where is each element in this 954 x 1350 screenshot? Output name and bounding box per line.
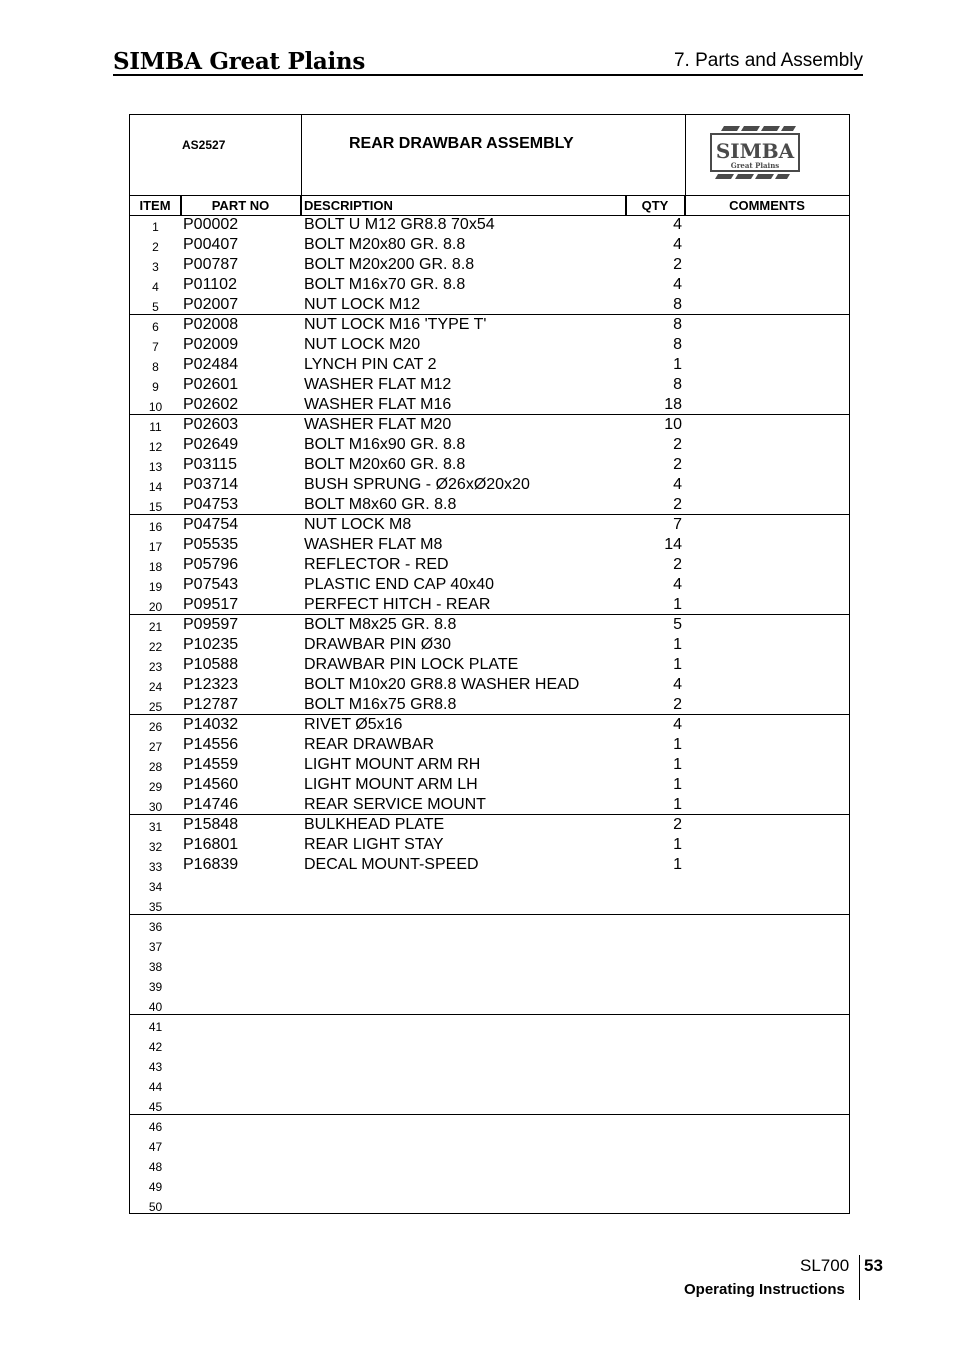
item-number: 50 [148, 1200, 163, 1214]
part-number: P14556 [183, 736, 239, 753]
part-description: REAR DRAWBAR [304, 736, 435, 753]
part-quantity [626, 955, 682, 975]
brand-logo-text: SIMBA Great Plains [113, 48, 365, 75]
table-row [130, 895, 849, 915]
item-number: 23 [148, 660, 163, 674]
column-divider [685, 195, 686, 215]
part-quantity: 1 [673, 736, 682, 753]
part-description: DECAL MOUNT-SPEED [304, 856, 479, 873]
item-number: 9 [152, 380, 159, 394]
table-row [130, 1035, 849, 1055]
part-description: NUT LOCK M20 [304, 336, 421, 353]
parts-table-body [130, 215, 849, 1215]
part-number: P16801 [183, 836, 239, 853]
part-description: WASHER FLAT M8 [304, 536, 443, 553]
part-number: P02009 [183, 336, 239, 353]
part-description: BOLT M20x200 GR. 8.8 [304, 256, 475, 273]
part-quantity: 1 [673, 656, 682, 673]
table-row [130, 235, 849, 255]
part-number: P12787 [183, 696, 239, 713]
part-quantity [626, 935, 682, 955]
part-quantity: 4 [673, 716, 682, 733]
assembly-title: REAR DRAWBAR ASSEMBLY [349, 135, 574, 152]
part-description: BOLT M16x70 GR. 8.8 [304, 276, 466, 293]
table-row [130, 815, 849, 835]
column-header-row [130, 195, 849, 216]
assembly-code: AS2527 [182, 138, 226, 152]
part-number: P10588 [183, 656, 239, 673]
part-description: DRAWBAR PIN LOCK PLATE [304, 656, 519, 673]
part-description: RIVET Ø5x16 [304, 716, 403, 733]
item-number: 19 [148, 580, 163, 594]
part-description: WASHER FLAT M20 [304, 416, 452, 433]
part-number: P05535 [183, 536, 239, 553]
table-row [130, 335, 849, 355]
table-row [130, 795, 849, 815]
item-number: 37 [148, 940, 163, 954]
item-number: 8 [152, 360, 159, 374]
model-number: SL700 [800, 1256, 850, 1275]
item-number: 12 [148, 440, 163, 454]
part-number: P10235 [183, 636, 239, 653]
column-divider [181, 195, 182, 215]
part-description: BOLT M16x75 GR8.8 [304, 696, 457, 713]
item-number: 17 [148, 540, 163, 554]
section-title: 7. Parts and Assembly [673, 50, 863, 71]
column-divider [626, 195, 627, 215]
part-number: P04754 [183, 516, 239, 533]
part-quantity: 2 [673, 496, 682, 513]
item-number: 43 [148, 1060, 163, 1074]
part-quantity [626, 995, 682, 1015]
part-number: P14032 [183, 716, 239, 733]
item-number: 48 [148, 1160, 163, 1174]
part-quantity: 2 [673, 556, 682, 573]
table-row [130, 735, 849, 755]
part-quantity [626, 1035, 682, 1055]
item-number: 38 [148, 960, 163, 974]
part-quantity: 8 [673, 316, 682, 333]
table-row [130, 455, 849, 475]
part-quantity: 18 [664, 396, 682, 413]
col-part-no-header: PART NO [181, 195, 301, 215]
part-quantity: 4 [673, 216, 682, 233]
table-row [130, 855, 849, 875]
part-quantity: 2 [673, 256, 682, 273]
part-number: P02649 [183, 436, 239, 453]
table-row [130, 275, 849, 295]
item-number: 33 [148, 860, 163, 874]
part-number: P02484 [183, 356, 239, 373]
table-row [130, 955, 849, 975]
table-row [130, 1175, 849, 1195]
table-row [130, 315, 849, 335]
item-number: 24 [148, 680, 163, 694]
assembly-code-cell [130, 115, 302, 195]
item-number: 14 [148, 480, 163, 494]
part-quantity [626, 1135, 682, 1155]
part-description: REAR SERVICE MOUNT [304, 796, 486, 813]
table-row [130, 615, 849, 635]
table-row [130, 1075, 849, 1095]
item-number: 46 [148, 1120, 163, 1134]
part-description: REAR LIGHT STAY [304, 836, 444, 853]
table-row [130, 975, 849, 995]
item-number: 25 [148, 700, 163, 714]
part-number: P12323 [183, 676, 239, 693]
item-number: 45 [148, 1100, 163, 1114]
part-number: P00002 [183, 216, 239, 233]
part-description: WASHER FLAT M16 [304, 396, 452, 413]
part-number: P03115 [183, 456, 237, 473]
part-description: BOLT U M12 GR8.8 70x54 [304, 216, 495, 233]
part-quantity: 4 [673, 236, 682, 253]
simba-logo-icon [710, 125, 800, 181]
col-qty-header: QTY [626, 195, 685, 215]
part-quantity [626, 1015, 682, 1035]
part-quantity [626, 1195, 682, 1215]
item-number: 26 [148, 720, 163, 734]
part-description: BOLT M16x90 GR. 8.8 [304, 436, 466, 453]
item-number: 1 [152, 220, 159, 234]
table-row [130, 555, 849, 575]
logo-subtext: Great Plains [730, 161, 780, 170]
part-number: P00787 [183, 256, 239, 273]
item-number: 32 [148, 840, 163, 854]
item-number: 35 [148, 900, 163, 914]
page-number: 53 [864, 1256, 883, 1275]
table-row [130, 415, 849, 435]
part-number: P09517 [183, 596, 239, 613]
part-number: P16839 [183, 856, 239, 873]
table-row [130, 395, 849, 415]
item-number: 44 [148, 1080, 163, 1094]
table-row [130, 1195, 849, 1215]
part-number: P02601 [183, 376, 239, 393]
table-row [130, 995, 849, 1015]
part-quantity: 1 [673, 596, 682, 613]
part-description: LIGHT MOUNT ARM LH [304, 776, 478, 793]
item-number: 27 [148, 740, 163, 754]
part-quantity [626, 875, 682, 895]
item-number: 39 [148, 980, 163, 994]
part-quantity [626, 1155, 682, 1175]
table-row [130, 215, 849, 235]
part-description: NUT LOCK M12 [304, 296, 421, 313]
item-number: 34 [148, 880, 163, 894]
col-item-header: ITEM [130, 195, 181, 215]
part-quantity [626, 1055, 682, 1075]
part-quantity: 4 [673, 276, 682, 293]
assembly-title-cell [301, 115, 686, 195]
part-description: LIGHT MOUNT ARM RH [304, 756, 481, 773]
part-quantity: 8 [673, 336, 682, 353]
part-description: BUSH SPRUNG - Ø26xØ20x20 [304, 476, 530, 493]
document-type: Operating Instructions [684, 1281, 845, 1298]
part-quantity: 1 [673, 356, 682, 373]
part-quantity: 1 [673, 796, 682, 813]
part-number: P14746 [183, 796, 239, 813]
item-number: 6 [152, 320, 159, 334]
item-number: 31 [148, 820, 163, 834]
part-quantity: 1 [673, 756, 682, 773]
part-quantity: 2 [673, 436, 682, 453]
table-row [130, 775, 849, 795]
part-quantity: 2 [673, 696, 682, 713]
part-description: REFLECTOR - RED [304, 556, 449, 573]
part-quantity [626, 1115, 682, 1135]
part-quantity: 1 [673, 636, 682, 653]
part-quantity: 8 [673, 376, 682, 393]
table-row [130, 875, 849, 895]
col-description-header: DESCRIPTION [301, 195, 626, 215]
table-row [130, 255, 849, 275]
part-number: P04753 [183, 496, 239, 513]
item-number: 15 [148, 500, 163, 514]
item-number: 11 [149, 420, 162, 434]
item-number: 36 [148, 920, 163, 934]
part-quantity [626, 915, 682, 935]
part-quantity: 5 [673, 616, 682, 633]
part-quantity: 4 [673, 676, 682, 693]
part-description: DRAWBAR PIN Ø30 [304, 636, 451, 653]
title-block [130, 115, 849, 196]
table-row [130, 755, 849, 775]
table-row [130, 675, 849, 695]
item-number: 10 [148, 400, 163, 414]
table-row [130, 495, 849, 515]
part-number: P14559 [183, 756, 239, 773]
table-row [130, 475, 849, 495]
col-comments-header: COMMENTS [729, 198, 805, 213]
item-number: 28 [148, 760, 163, 774]
table-row [130, 1115, 849, 1135]
part-quantity [626, 975, 682, 995]
item-number: 41 [148, 1020, 163, 1034]
item-number: 21 [148, 620, 163, 634]
part-quantity: 14 [664, 536, 682, 553]
part-number: P14560 [183, 776, 239, 793]
part-description: PLASTIC END CAP 40x40 [304, 576, 495, 593]
item-number: 29 [148, 780, 163, 794]
part-number: P02007 [183, 296, 239, 313]
part-description: BOLT M10x20 GR8.8 WASHER HEAD [304, 676, 580, 693]
item-number: 2 [152, 240, 159, 254]
header-divider [113, 74, 863, 76]
part-description: BOLT M20x60 GR. 8.8 [304, 456, 466, 473]
table-row [130, 1055, 849, 1075]
parts-list-sheet [129, 114, 850, 1214]
item-number: 5 [152, 300, 159, 314]
table-row [130, 295, 849, 315]
part-description: BOLT M20x80 GR. 8.8 [304, 236, 466, 253]
part-description: BULKHEAD PLATE [304, 816, 445, 833]
part-quantity: 4 [673, 476, 682, 493]
table-row [130, 655, 849, 675]
part-quantity: 1 [673, 776, 682, 793]
part-quantity: 7 [673, 516, 682, 533]
part-quantity: 2 [673, 816, 682, 833]
part-quantity: 1 [673, 836, 682, 853]
footer-divider [859, 1255, 860, 1300]
part-description: BOLT M8x60 GR. 8.8 [304, 496, 457, 513]
part-number: P02602 [183, 396, 239, 413]
table-row [130, 915, 849, 935]
item-number: 3 [152, 260, 159, 274]
part-number: P01102 [183, 276, 237, 293]
part-quantity [626, 1075, 682, 1095]
column-divider [301, 195, 302, 215]
item-number: 7 [152, 340, 159, 354]
part-quantity: 2 [673, 456, 682, 473]
part-quantity [626, 1175, 682, 1195]
part-description: LYNCH PIN CAT 2 [304, 356, 437, 373]
part-quantity: 4 [673, 576, 682, 593]
part-description: WASHER FLAT M12 [304, 376, 452, 393]
item-number: 42 [148, 1040, 163, 1054]
table-row [130, 1095, 849, 1115]
part-quantity [626, 895, 682, 915]
part-description: NUT LOCK M8 [304, 516, 412, 533]
part-number: P05796 [183, 556, 239, 573]
table-row [130, 635, 849, 655]
item-number: 30 [148, 800, 163, 814]
item-number: 4 [152, 280, 159, 294]
table-row [130, 595, 849, 615]
part-quantity: 10 [664, 416, 682, 433]
part-number: P07543 [183, 576, 239, 593]
table-row [130, 435, 849, 455]
table-row [130, 1155, 849, 1175]
table-row [130, 355, 849, 375]
part-description: BOLT M8x25 GR. 8.8 [304, 616, 457, 633]
table-row [130, 535, 849, 555]
part-quantity [626, 1095, 682, 1115]
table-row [130, 935, 849, 955]
part-number: P15848 [183, 816, 239, 833]
table-row [130, 575, 849, 595]
part-number: P02008 [183, 316, 239, 333]
table-row [130, 695, 849, 715]
logo-text: SIMBA [715, 139, 795, 163]
item-number: 13 [148, 460, 163, 474]
part-number: P03714 [183, 476, 239, 493]
part-description: NUT LOCK M16 'TYPE T' [304, 316, 487, 333]
part-number: P00407 [183, 236, 239, 253]
table-row [130, 835, 849, 855]
item-number: 22 [148, 640, 163, 654]
part-description: PERFECT HITCH - REAR [304, 596, 491, 613]
item-number: 20 [148, 600, 163, 614]
item-number: 47 [148, 1140, 163, 1154]
item-number: 49 [148, 1180, 163, 1194]
table-row [130, 715, 849, 735]
item-number: 16 [148, 520, 163, 534]
item-number: 40 [148, 1000, 163, 1014]
part-quantity: 8 [673, 296, 682, 313]
table-row [130, 375, 849, 395]
part-number: P02603 [183, 416, 239, 433]
simba-logo [710, 125, 800, 186]
part-number: P09597 [183, 616, 239, 633]
part-quantity: 1 [673, 856, 682, 873]
table-row [130, 1015, 849, 1035]
table-row [130, 515, 849, 535]
item-number: 18 [148, 560, 163, 574]
table-row [130, 1135, 849, 1155]
